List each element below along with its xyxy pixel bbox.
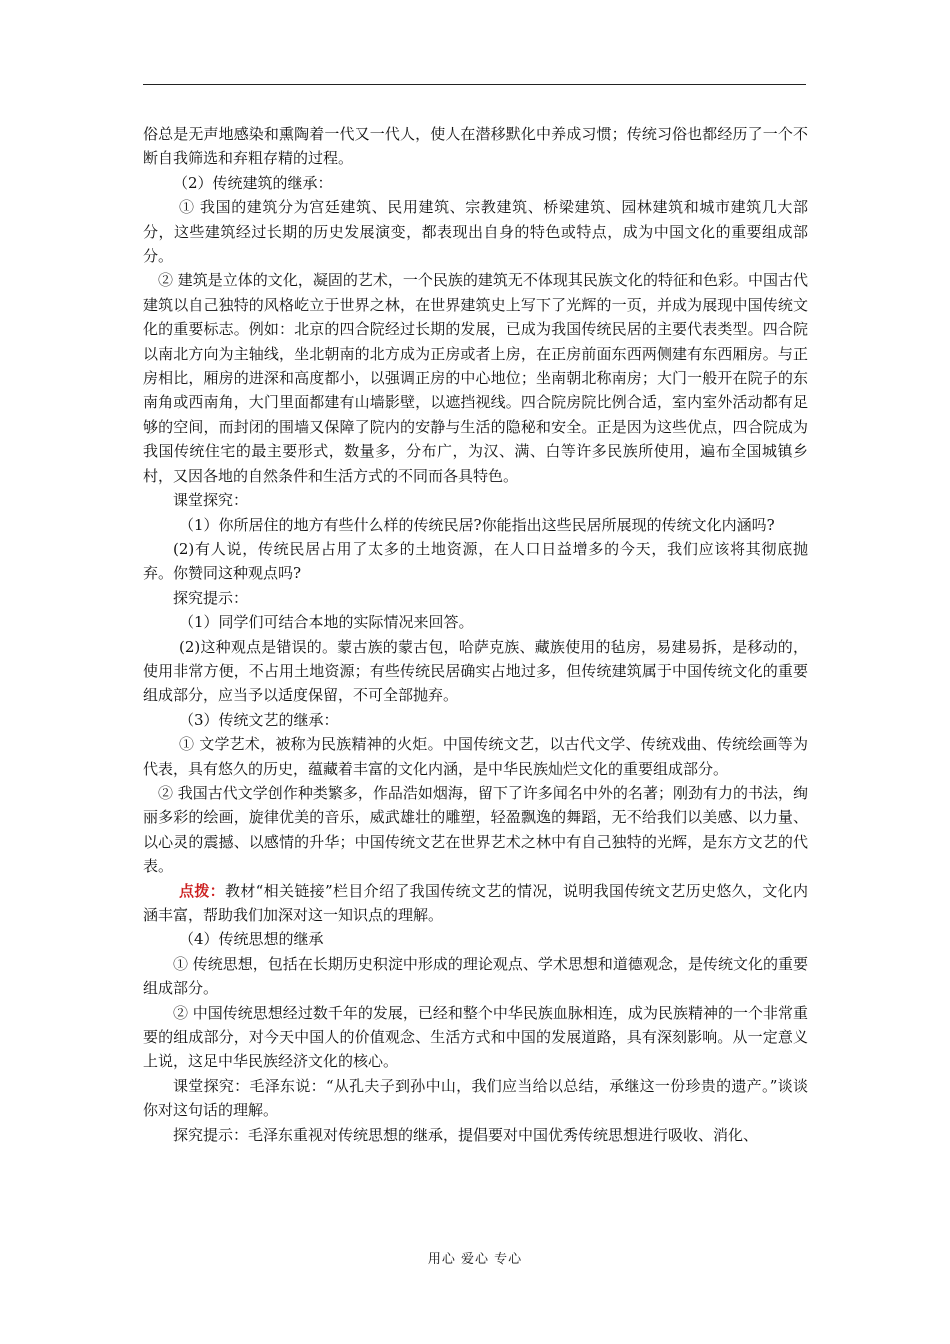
paragraph: 探究提示：毛泽东重视对传统思想的继承，提倡要对中国优秀传统思想进行吸收、消化、 (173, 1125, 759, 1144)
page-footer: 用心 爱心 专心 (427, 1252, 523, 1267)
paragraph: （1）你所居住的地方有些什么样的传统民居?你能指出这些民居所展现的传统文化内涵吗? (179, 515, 775, 534)
hint-text: 教材“相关链接”栏目介绍了我国传统文艺的情况，说明我国传统文艺历史悠久，文化内涵丰富，帮助我们加深对这一知识点的理解。 (143, 881, 808, 924)
paragraph: （1）同学们可结合本地的实际情况来回答。 (179, 613, 474, 632)
paragraph: ① 传统思想，包括在长期历史积淀中形成的理论观点、学术思想和道德观念，是传统文化的重要组成部分。 (143, 954, 808, 998)
section-heading: （2）传统建筑的继承： (173, 173, 333, 192)
paragraph: ① 文学艺术，被称为民族精神的火炬。中国传统文艺，以古代文学、传统戏曲、传统绘画等为代表，具有悠久的历史，蕴藏着丰富的文化内涵，是中华民族灿烂文化的重要组成部分。 (143, 735, 808, 778)
paragraph: 课堂探究：毛泽东说：“从孔夫子到孙中山，我们应当给以总结，承继这一份珍贵的遗产。”谈谈你对这句话的理解。 (143, 1076, 808, 1120)
paragraph: ① 我国的建筑分为宫廷建筑、民用建筑、宗教建筑、桥梁建筑、园林建筑和城市建筑几大部分，这些建筑经过长期的历史发展演变，都表现出自身的特色或特点，成为中国文化的重要组成部分。 (143, 198, 808, 266)
paragraph: ② 我国古代文学创作种类繁多，作品浩如烟海，留下了许多闻名中外的名著；刚劲有力的书法，绚丽多彩的绘画，旋律优美的音乐，威武雄壮的雕塑，轻盈飘逸的舞蹈，无不给我们以美感、以力量、以心灵的震撼、以感情的升华；中国传统文艺在世界艺术之林中有自己独特的光辉，是东方文艺的代表。 (143, 783, 808, 876)
paragraph: 课堂探究： (173, 491, 249, 510)
paragraph: ② 中国传统思想经过数千年的发展，已经和整个中华民族血脉相连，成为民族精神的一个非常重要的组成部分，对今天中国人的价值观念、生活方式和中国的发展道路，具有深刻影响。从一定意义上说，这足中华民族经济文化的核心。 (143, 1003, 808, 1071)
hint-paragraph (143, 879, 808, 928)
paragraph: (2)有人说，传统民居占用了太多的土地资源，在人口日益增多的今天，我们应该将其彻底抛弃。你赞同这种观点吗? (143, 539, 808, 583)
paragraph: ② 建筑是立体的文化，凝固的艺术，一个民族的建筑无不体现其民族文化的特征和色彩。中国古代建筑以自己独特的风格屹立于世界之林，在世界建筑史上写下了光辉的一页，并成为展现中国传统文化的重要标志。例如：北京的四合院经过长期的发展，已成为我国传统民居的主要代表类型。四合院以南北方向为主轴线，坐北朝南的北方成为正房或者上房，在正房前面东西两侧建有东西厢房。与正房相比，厢房的进深和高度都小，以强调正房的中心地位；坐南朝北称南房；大门一般开在院子的东南角或西南角，大门里面都建有山墙影壁，以遮挡视线。四合院房院比例合适，室内室外活动都有足够的空间，而封闭的围墙又保障了院内的安静与生活的隐秘和安全。正是因为这些优点，四合院成为我国传统住宅的最主要形式，数量多，分布广，为汉、满、白等许多民族所使用，遍布全国城镇乡村，又因各地的自然条件和生活方式的不同而各具特色。 (143, 271, 808, 485)
section-heading: （3）传统文艺的继承： (179, 710, 339, 729)
paragraph: 俗总是无声地感染和熏陶着一代又一代人，使人在潜移默化中养成习惯；传统习俗也都经历了一个不断自我筛选和弃粗存精的过程。 (143, 125, 808, 168)
header-rule (143, 84, 806, 85)
document-body (143, 122, 808, 1147)
paragraph: 探究提示： (173, 588, 249, 607)
hint-label: 点拨： (179, 881, 225, 900)
section-heading: （4）传统思想的继承 (179, 930, 324, 949)
paragraph: (2)这种观点是错误的。蒙古族的蒙古包，哈萨克族、藏族使用的毡房，易建易拆，是移动的，使用非常方便，不占用土地资源；有些传统民居确实占地过多，但传统建筑属于中国传统文化的重要组成部分，应当予以适度保留，不可全部抛弃。 (143, 637, 808, 705)
